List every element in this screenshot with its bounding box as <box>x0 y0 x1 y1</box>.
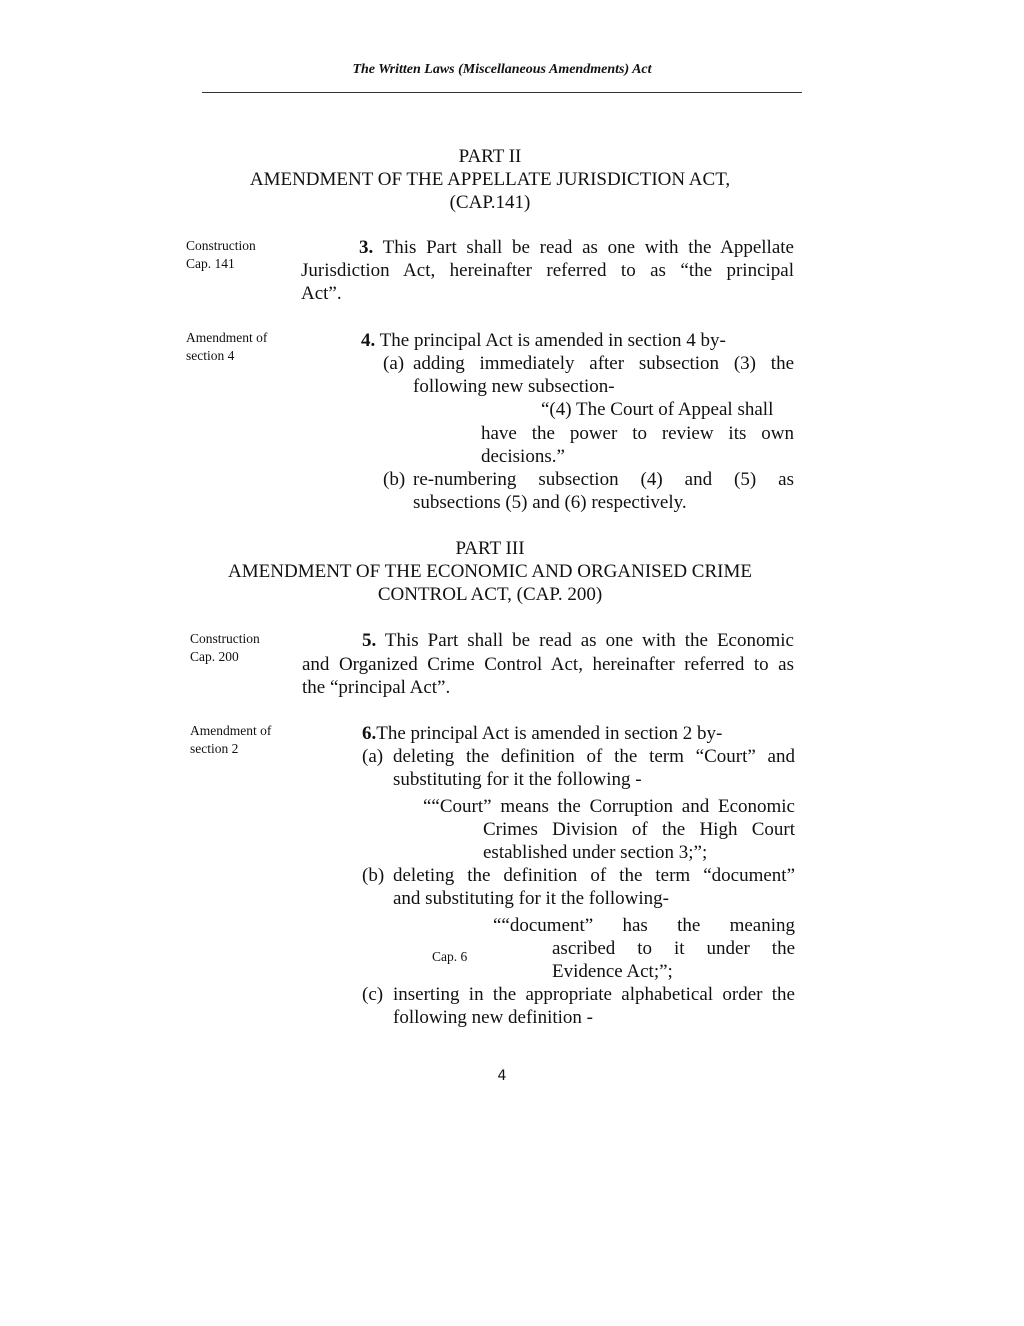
s6-c-line-1: inserting in the appropriate alphabetical order the <box>393 984 795 1005</box>
s6-b-line-1: deleting the definition of the term “document” <box>393 865 795 886</box>
s3-text-1: This Part shall be read as one with the Appellate <box>382 237 794 258</box>
s6-a-quote-line-1: ““Court” means the Corruption and Economic <box>423 796 795 817</box>
section-number: 3. <box>359 237 374 258</box>
s5-line-2: and Organized Crime Control Act, hereinafter referred to as <box>302 654 794 675</box>
part2-heading-number: PART II <box>458 146 522 167</box>
s4-quote-line-3: decisions.” <box>481 446 565 467</box>
margin-note-line: Construction <box>186 238 256 253</box>
s4-intro <box>361 329 726 353</box>
section-number: 5. <box>362 630 377 651</box>
margin-note-s3 <box>186 237 296 273</box>
margin-note-line: Amendment of <box>190 723 272 738</box>
page-number: 4 <box>497 1068 507 1084</box>
s6-b-quote-line-1: ““document” has the meaning <box>493 915 795 936</box>
margin-note-s6 <box>190 722 300 758</box>
section-number: 6. <box>362 723 377 744</box>
s6-b-quote-line-3: Evidence Act;”; <box>552 961 673 982</box>
s4-intro-text: The principal Act is amended in section 4 by- <box>379 330 726 351</box>
s4-a-line-1: adding immediately after subsection (3) the <box>413 353 794 374</box>
s6-a-label: (a) <box>362 746 384 767</box>
s6-a-quote-line-3: established under section 3;”; <box>483 842 708 863</box>
header-rule <box>202 92 802 93</box>
s5-line-3: the “principal Act”. <box>302 677 451 698</box>
margin-note-line: Amendment of <box>186 330 268 345</box>
s5-line-1 <box>362 629 794 653</box>
margin-note-line: Construction <box>190 631 260 646</box>
s5-text-1: This Part shall be read as one with the Economic <box>384 630 794 651</box>
s6-c-label: (c) <box>362 984 384 1005</box>
section-number: 4. <box>361 330 376 351</box>
part2-heading-cap: (CAP.141) <box>449 192 531 213</box>
s6-a-quote-line-2: Crimes Division of the High Court <box>483 819 795 840</box>
part3-heading-number: PART III <box>455 538 525 559</box>
s6-a-line-2: substituting for it the following - <box>393 769 642 790</box>
s3-line-3: Act”. <box>301 283 342 304</box>
s4-quote-line-1: “(4) The Court of Appeal shall <box>541 399 774 420</box>
margin-note-line: Cap. 200 <box>190 649 239 664</box>
margin-note-s4 <box>186 329 296 365</box>
running-header-title: The Written Laws (Miscellaneous Amendments) Act <box>352 62 652 77</box>
s6-b-line-2: and substituting for it the following- <box>393 888 670 909</box>
part3-heading-cap: CONTROL ACT, (CAP. 200) <box>377 584 603 605</box>
margin-note-line: section 2 <box>190 741 239 756</box>
s4-a-line-2: following new subsection- <box>413 376 615 397</box>
part3-heading-title: AMENDMENT OF THE ECONOMIC AND ORGANISED CRIME <box>228 561 752 582</box>
s6-b-quote-line-2: ascribed to it under the <box>552 938 795 959</box>
s6-c-line-2: following new definition - <box>393 1007 593 1028</box>
s4-b-label: (b) <box>383 469 406 490</box>
s6-b-label: (b) <box>362 865 385 886</box>
s4-b-line-2: subsections (5) and (6) respectively. <box>413 492 687 513</box>
s6-a-line-1: deleting the definition of the term “Court” and <box>393 746 795 767</box>
s3-line-2: Jurisdiction Act, hereinafter referred to as “the principal <box>301 260 794 281</box>
s4-quote-line-2: have the power to review its own <box>481 423 794 444</box>
margin-note-cap6: Cap. 6 <box>432 949 468 964</box>
margin-note-line: section 4 <box>186 348 235 363</box>
s4-a-label: (a) <box>383 353 405 374</box>
margin-note-s5 <box>190 630 300 666</box>
s4-b-line-1: re-numbering subsection (4) and (5) as <box>413 469 794 490</box>
part2-heading-title: AMENDMENT OF THE APPELLATE JURISDICTION ACT, <box>249 169 731 190</box>
s6-intro <box>362 722 722 746</box>
margin-note-line: Cap. 141 <box>186 256 235 271</box>
s6-intro-text: The principal Act is amended in section 2 by- <box>376 723 723 744</box>
s3-line-1 <box>359 236 794 260</box>
